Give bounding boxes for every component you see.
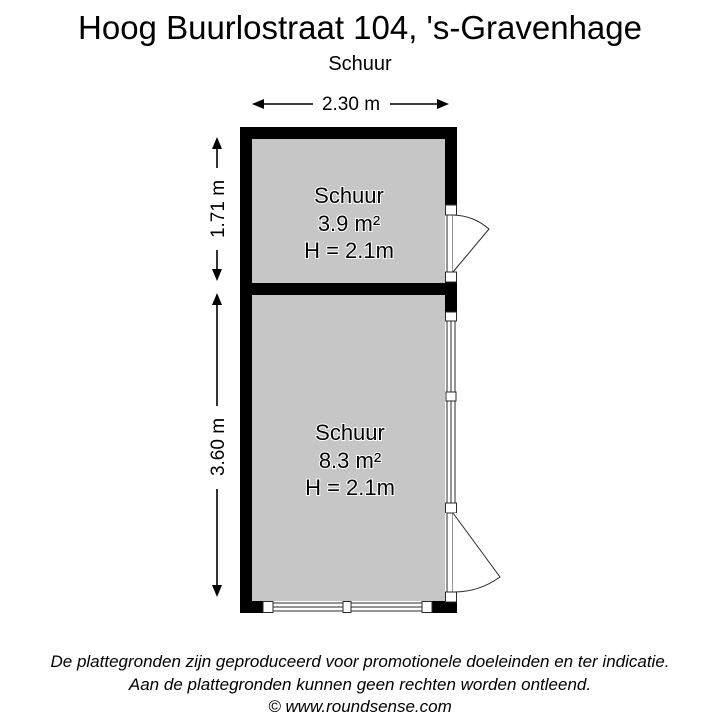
room-name: Schuur: [314, 183, 384, 208]
dimension-height-top-label: 1.71 m: [208, 179, 229, 239]
window-icon: [445, 312, 457, 513]
dimension-height-top-room: [208, 137, 229, 281]
dimension-width: [252, 94, 449, 115]
disclaimer-line-1: De plattegronden zijn geproduceerd voor promotionele doeleinden en ter indicatie.: [50, 652, 670, 671]
dimension-height-bottom-room: [208, 293, 229, 597]
room-ceiling-height: H = 2.1m: [304, 238, 394, 263]
room-area: 3.9 m²: [317, 211, 381, 236]
window-icon: [263, 601, 432, 613]
arrow-left-icon: [252, 99, 264, 109]
room-name: Schuur: [315, 420, 385, 445]
room-area: 8.3 m²: [318, 448, 382, 473]
page-subtitle: Schuur: [328, 53, 392, 75]
copyright-line: © www.roundsense.com: [268, 697, 452, 716]
page-title: Hoog Buurlostraat 104, 's-Gravenhage: [78, 9, 642, 46]
door-swing-icon: [445, 513, 500, 602]
arrow-up-icon: [212, 137, 222, 149]
disclaimer-line-2: Aan de plattegronden kunnen geen rechten worden ontleend.: [128, 675, 592, 694]
arrow-right-icon: [437, 99, 449, 109]
arrow-up-icon: [212, 293, 222, 305]
arrow-down-icon: [212, 585, 222, 597]
room-ceiling-height: H = 2.1m: [305, 475, 395, 500]
dimension-height-bottom-label: 3.60 m: [208, 417, 229, 477]
dimension-width-label: 2.30 m: [321, 94, 381, 115]
door-swing-icon: [445, 205, 489, 282]
arrow-down-icon: [212, 269, 222, 281]
